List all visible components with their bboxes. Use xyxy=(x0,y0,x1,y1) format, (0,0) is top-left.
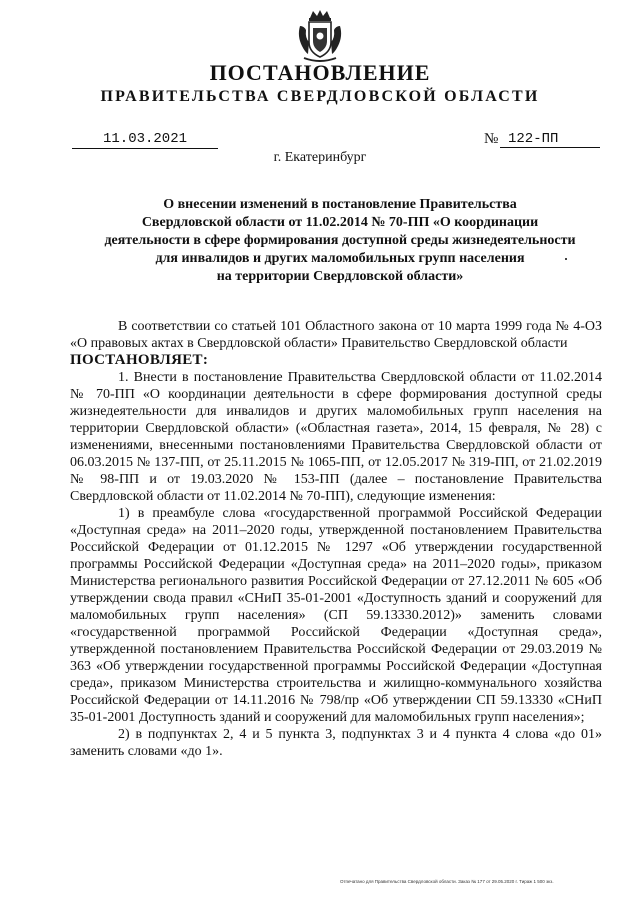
document-number: 122-ПП xyxy=(500,130,600,148)
item-1-paragraph: 1. Внести в постановление Правительства Свердловской области от 11.02.2014 № 70-ПП «О координации деятельности в сфере формирования доступной среды жизнедеятельности для инвалидов и других маломобильных групп населения на территории Свердловской области» («Областная газета», 2014, 15 февраля, № 28) с изменениями, внесенными постановлениями Правительства Свердловской области от 06.03.2015 № 137-ПП, от 25.11.2015 № 1065-ПП, от 12.05.2017 № 319-ПП, от 21.02.2019 № 98-ПП и от 19.03.2020 № 153-ПП (далее – постановление Правительства Свердловской области от 11.02.2014 № 70-ПП), следующие изменения: xyxy=(70,370,602,504)
number-label: № xyxy=(484,131,499,147)
document-date: 11.03.2021 xyxy=(72,130,218,149)
heading-line: деятельности в сфере формирования доступной среды жизнедеятельности xyxy=(104,233,576,248)
coat-of-arms-icon xyxy=(294,8,346,64)
document-title: ПОСТАНОВЛЕНИЕ xyxy=(209,60,431,85)
document-body xyxy=(70,318,602,760)
scan-speck xyxy=(565,258,567,260)
heading-line: для инвалидов и других маломобильных групп населения xyxy=(155,251,525,266)
heading-line: Свердловской области от 11.02.2014 № 70-ПП «О координации xyxy=(141,215,539,230)
intro-paragraph: В соответствии со статьей 101 Областного закона от 10 марта 1999 года № 4-ОЗ «О правовых актах в Свердловской области» Правительство Свердловской области xyxy=(70,319,602,351)
heading-line: на территории Свердловской области» xyxy=(216,269,464,284)
city: г. Екатеринбург xyxy=(273,150,367,165)
issuing-authority: ПРАВИТЕЛЬСТВА СВЕРДЛОВСКОЙ ОБЛАСТИ xyxy=(100,88,540,105)
heading-line: О внесении изменений в постановление Правительства xyxy=(163,197,517,212)
subitem-2-paragraph: 2) в подпунктах 2, 4 и 5 пункта 3, подпунктах 3 и 4 пункта 4 слова «до 01» заменить словами «до 1». xyxy=(70,727,602,759)
decree-word: ПОСТАНОВЛЯЕТ: xyxy=(70,352,209,368)
document-heading xyxy=(60,196,620,286)
subitem-1-paragraph: 1) в преамбуле слова «государственной программой Российской Федерации «Доступная среда» на 2011–2020 годы, утвержденной постановлением Правительства Российской Федерации от 01.12.2015 № 1297 «Об утверждении государственной программы Российской Федерации «Доступная среда» на 2011–2020 годы», приказом Министерства регионального развития Российской Федерации от 27.12.2011 № 605 «Об утверждении свода правил «СНиП 35-01-2001 «Доступность зданий и сооружений для маломобильных групп населения» (СП 59.13330.2012)» заменить словами «государственной программой Российской Федерации «Доступная среда», утвержденной постановлением Правительства Российской Федерации от 29.03.2019 № 363 «Об утверждении государственной программы Российской Федерации «Доступная среда», приказом Министерства строительства и жилищно-коммунального хозяйства Российской Федерации от 14.11.2016 № 798/пр «Об утверждении СП 59.13330 «СНиП 35-01-2001 Доступность зданий и сооружений для маломобильных групп населения»; xyxy=(70,506,602,725)
print-note: Отпечатано для Правительства Свердловской области. Заказ № 177 от 29.05.2020 г. Тираж 1 500 экз. xyxy=(340,879,554,884)
